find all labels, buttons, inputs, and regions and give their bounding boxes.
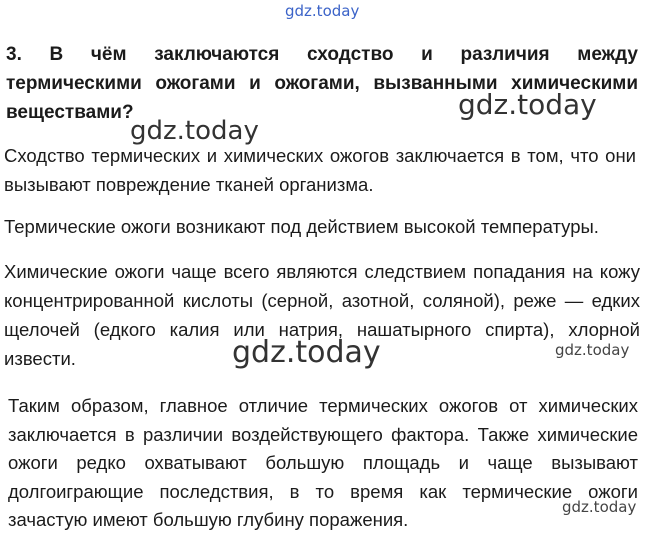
answer-paragraph-similarity: Сходство термических и химических ожогов заключается в том, что они вызывают повреждение тканей организма. [4, 145, 636, 195]
question-heading: 3. В чём заключаются сходство и различия между термическими ожогами и ожогами, вызванными химическими веществами? [6, 44, 638, 123]
watermark: gdz.today [130, 116, 259, 146]
watermark-small: gdz.today [562, 498, 637, 516]
watermark-top: gdz.today [285, 2, 360, 20]
watermark-small: gdz.today [555, 341, 630, 359]
answer-paragraph-conclusion: Таким образом, главное отличие термических ожогов от химических заключается в различии воздействующего фактора. Также химические ожоги редко охватывают большую площадь и чаще вызывают долгоиграющие последствия, в то время как термические ожоги зачастую имеют большую глубину поражения. [8, 395, 638, 530]
answer-paragraph-chemical: Химические ожоги чаще всего являются следствием попадания на кожу концентрированной кислоты (серной, азотной, соляной), реже — едких щелочей (едкого калия или натрия, нашатырного спирта), хлорной извести. [4, 261, 640, 369]
watermark: gdz.today [232, 335, 381, 370]
answer-paragraph-thermal: Термические ожоги возникают под действием высокой температуры. [4, 216, 599, 237]
watermark: gdz.today [458, 88, 597, 121]
